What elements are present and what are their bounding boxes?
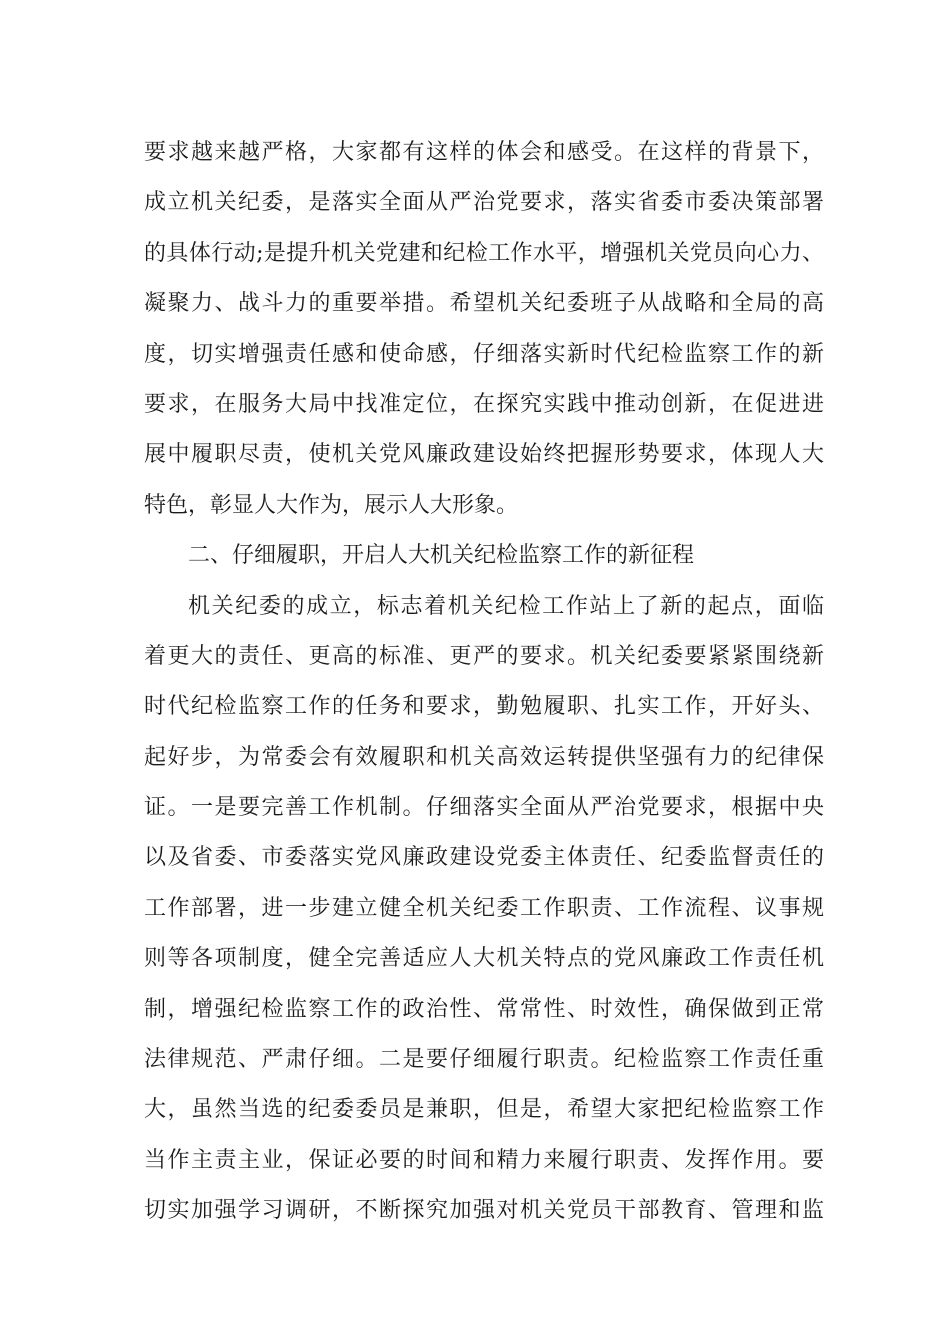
text-line-13: 起好步，为常委会有效履职和机关高效运转提供坚强有力的纪律保 [144, 744, 824, 770]
text-line-20: 大，虽然当选的纪委委员是兼职，但是，希望大家把纪检监察工作 [144, 1097, 824, 1123]
text-line-22: 切实加强学习调研，不断探究加强对机关党员干部教育、管理和监 [144, 1198, 824, 1224]
text-line-11: 着更大的责任、更高的标准、更严的要求。机关纪委要紧紧围绕新 [144, 643, 824, 669]
text-line-7: 展中履职尽责，使机关党风廉政建设始终把握形势要求，体现人大 [144, 442, 824, 468]
text-line-6: 要求，在服务大局中找准定位，在探究实践中推动创新，在促进进 [144, 391, 824, 417]
text-line-3: 的具体行动;是提升机关党建和纪检工作水平，增强机关党员向心力、 [144, 240, 824, 266]
text-line-15: 以及省委、市委落实党风廉政建设党委主体责任、纪委监督责任的 [144, 845, 824, 871]
document-body [144, 128, 824, 1237]
text-line-12: 时代纪检监察工作的任务和要求，勤勉履职、扎实工作，开好头、 [144, 694, 824, 720]
text-line-17: 则等各项制度，健全完善适应人大机关特点的党风廉政工作责任机 [144, 946, 824, 972]
text-line-4: 凝聚力、战斗力的重要举措。希望机关纪委班子从战略和全局的高 [144, 291, 824, 317]
text-line-10: 机关纪委的成立，标志着机关纪检工作站上了新的起点，面临 [188, 593, 824, 619]
text-line-21: 当作主责主业，保证必要的时间和精力来履行职责、发挥作用。要 [144, 1147, 824, 1173]
text-line-14: 证。一是要完善工作机制。仔细落实全面从严治党要求，根据中央 [144, 795, 824, 821]
text-line-16: 工作部署，进一步建立健全机关纪委工作职责、工作流程、议事规 [144, 895, 824, 921]
text-line-5: 度，切实增强责任感和使命感，仔细落实新时代纪检监察工作的新 [144, 341, 824, 367]
text-line-1: 要求越来越严格，大家都有这样的体会和感受。在这样的背景下， [144, 140, 824, 165]
text-line-2: 成立机关纪委，是落实全面从严治党要求，落实省委市委决策部署 [144, 190, 824, 216]
text-line-18: 制，增强纪检监察工作的政治性、常常性、时效性，确保做到正常 [144, 996, 824, 1022]
section-heading: 二、仔细履职，开启人大机关纪检监察工作的新征程 [188, 543, 695, 569]
text-line-8: 特色，彰显人大作为，展示人大形象。 [144, 492, 519, 518]
text-line-19: 法律规范、严肃仔细。二是要仔细履行职责。纪检监察工作责任重 [144, 1047, 824, 1073]
